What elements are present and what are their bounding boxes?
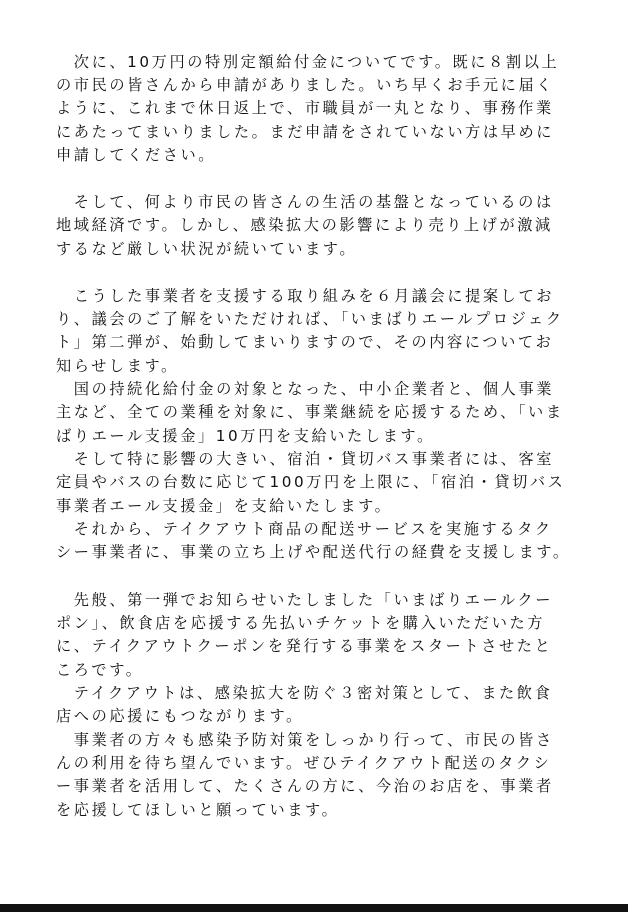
text-line: 定員やバスの台数に応じて100万円を上限に、「宿泊・貸切バス <box>56 473 566 491</box>
text-line: の市民の皆さんから申請がありました。いち早くお手元に届く <box>56 76 555 94</box>
text-line: 次に、10万円の特別定額給付金についてです。既に８割以上 <box>56 53 560 71</box>
text-line: ー事業者を活用して、たくさんの方に、今治のお店を、事業者 <box>56 777 554 795</box>
text-line: ように、これまで休日返上で、市職員が一丸となり、事務作業 <box>56 99 554 117</box>
text-line: 主など、全ての業種を対象に、事業継続を応援するため、「いま <box>56 403 564 421</box>
text-line: ト」第二弾が、始動してまいりますので、その内容についてお <box>56 333 554 351</box>
text-line: それから、テイクアウト商品の配送サービスを実施するタク <box>56 520 553 538</box>
text-line: 先般、第一弾でお知らせいたしました「いまばりエールクー <box>56 591 553 609</box>
text-line: にあたってまいりました。まだ申請をされていない方は早めに <box>56 123 555 141</box>
text-line: 国の持続化給付金の対象となった、中小企業者と、個人事業 <box>56 380 555 398</box>
text-line: シー事業者に、事業の立ち上げや配送代行の経費を支援します。 <box>56 543 571 561</box>
text-line: 店への応援にもつながります。 <box>56 707 304 725</box>
text-line: テイクアウトは、感染拡大を防ぐ３密対策として、また飲食 <box>56 684 553 702</box>
text-line: こうした事業者を支援する取り組みを６月議会に提案してお <box>56 287 555 305</box>
text-line: んの利用を待ち望んでいます。ぜひテイクアウト配送のタクシ <box>56 754 552 772</box>
text-line: を応援してほしいと願っています。 <box>56 801 340 819</box>
text-line: ころです。 <box>56 661 144 679</box>
text-line: するなど厳しい状況が続いています。 <box>56 240 358 258</box>
text-line: そして特に影響の大きい、宿泊・貸切バス事業者には、客室 <box>56 450 555 468</box>
text-line: 申請してください。 <box>56 146 217 164</box>
text-line: ばりエール支援金」10万円を支給いたします。 <box>56 427 435 445</box>
text-line: そして、何より市民の皆さんの生活の基盤となっているのは <box>56 193 554 211</box>
text-line: に、テイクアウトクーポンを発行する事業をスタートさせたと <box>56 637 553 655</box>
bottom-border-bar <box>0 904 628 912</box>
text-line: 地域経済です。しかし、感染拡大の影響により売り上げが激減 <box>56 216 553 234</box>
text-line: ポン」、飲食店を応援する先払いチケットを購入いただいた方 <box>56 614 546 632</box>
text-line: 知らせします。 <box>56 357 179 375</box>
text-line: 事業者の方々も感染予防対策をしっかり行って、市民の皆さ <box>56 731 554 749</box>
text-line: 事業者エール支援金」を支給いたします。 <box>56 497 393 515</box>
text-line: り、議会のご了解をいただければ、「いまばりエールプロジェク <box>56 310 564 328</box>
